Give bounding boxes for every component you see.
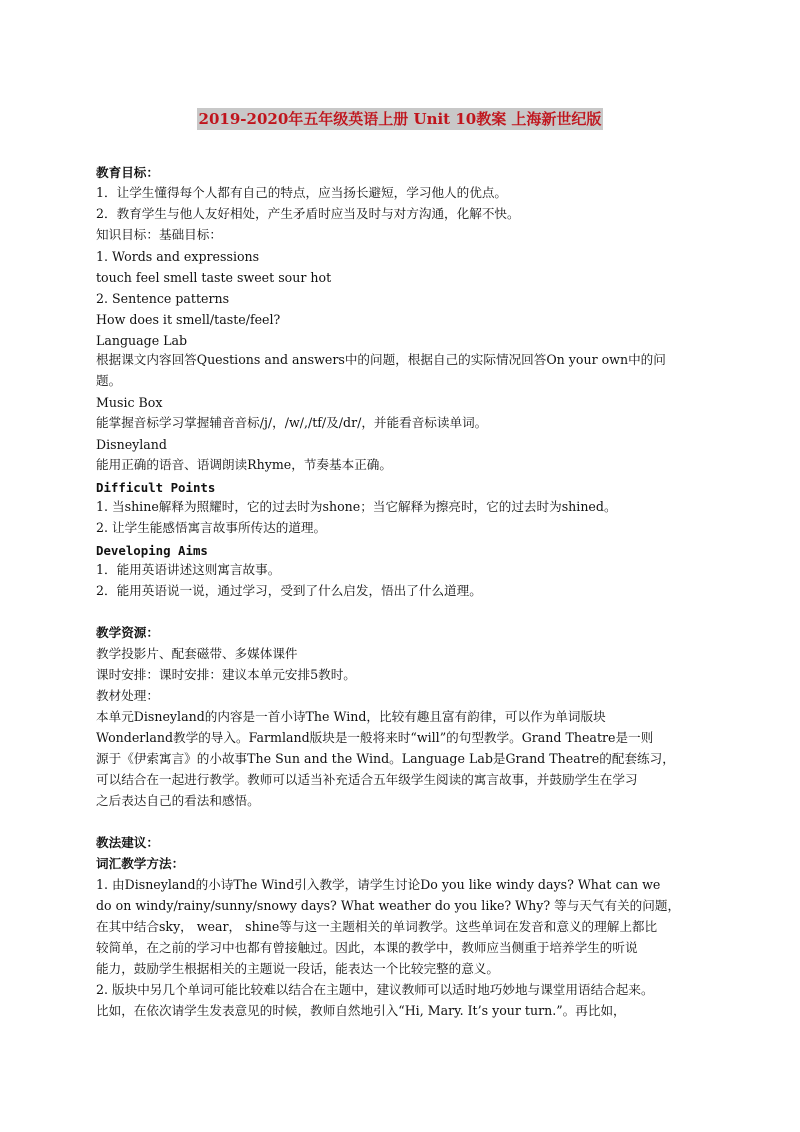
text-line: 2. 版块中另几个单词可能比较难以结合在主题中，建议教师可以适时地巧妙地与课堂用语结合起来。 <box>96 982 654 997</box>
text-line: 较简单，在之前的学习中也都有曾接触过。因此，本课的教学中，教师应当侧重于培养学生的听说 <box>96 940 638 955</box>
text-line: 题。 <box>96 373 122 388</box>
text-line: 比如，在依次请学生发表意见的时候，教师自然地引入“Hi, Mary. It’s your turn.”。再比如， <box>96 1003 626 1018</box>
text-line: 2．能用英语说一说，通过学习，受到了什么启发，悟出了什么道理。 <box>96 583 482 598</box>
text-line: 源于《伊索寓言》的小故事The Sun and the Wind。Language Lab是Grand Theatre的配套练习， <box>96 751 675 766</box>
section-heading: Difficult Points <box>96 480 216 495</box>
text-line: 能力，鼓励学生根据相关的主题说一段话，能表达一个比较完整的意义。 <box>96 961 499 976</box>
text-line: Disneyland <box>96 437 167 452</box>
text-line: 2．教育学生与他人友好相处，产生矛盾时应当及时与对方沟通，化解不快。 <box>96 206 520 221</box>
document-title <box>0 108 800 130</box>
text-line: 在其中结合sky， wear， shine等与这一主题相关的单词教学。这些单词在发音和意义的理解上都比 <box>96 919 658 934</box>
text-line: 之后表达自己的看法和感悟。 <box>96 793 260 808</box>
text-line: 根据课文内容回答Questions and answers中的问题，根据自己的实际情况回答On your own中的问 <box>96 352 666 367</box>
text-line: 本单元Disneyland的内容是一首小诗The Wind，比较有趣且富有韵律，可以作为单词版块 <box>96 709 606 724</box>
text-line: do on windy/rainy/sunny/snowy days? What weather do you like? Why? 等与天气有关的问题， <box>96 898 681 913</box>
text-line: 1. 由Disneyland的小诗The Wind引入教学，请学生讨论Do you like windy days? What can we <box>96 877 661 892</box>
title-text: 2019-2020年五年级英语上册 Unit 10教案 上海新世纪版 <box>198 110 602 128</box>
text-line: 2. Sentence patterns <box>96 291 230 306</box>
section-heading: Developing Aims <box>96 543 208 558</box>
text-line: 能用正确的语音、语调朗读Rhyme，节奏基本正确。 <box>96 457 392 472</box>
section-heading: 教育目标： <box>96 165 159 180</box>
text-line: Language Lab <box>96 333 188 348</box>
text-line: 能掌握音标学习掌握辅音音标/j/，/w/,/tf/及/dr/，并能看音标读单词。 <box>96 415 488 430</box>
text-line: 1. 当shine解释为照耀时，它的过去时为shone；当它解释为擦亮时，它的过去时为shined。 <box>96 499 617 514</box>
text-line: 教材处理： <box>96 688 159 703</box>
section-heading: 词汇教学方法： <box>96 856 185 871</box>
section-heading: 教法建议： <box>96 835 159 850</box>
text-line: 课时安排：课时安排：建议本单元安排5教时。 <box>96 667 356 682</box>
text-line: 可以结合在一起进行教学。教师可以适当补充适合五年级学生阅读的寓言故事，并鼓励学生在学习 <box>96 772 638 787</box>
text-line: Music Box <box>96 395 163 410</box>
text-line: touch feel smell taste sweet sour hot <box>96 270 332 285</box>
text-line: How does it smell/taste/feel? <box>96 312 281 327</box>
text-line: 教学投影片、配套磁带、多媒体课件 <box>96 646 298 661</box>
text-line: 2. 让学生能感悟寓言故事所传达的道理。 <box>96 520 327 535</box>
text-line: 1. Words and expressions <box>96 249 260 264</box>
text-line: 1．让学生懂得每个人都有自己的特点，应当扬长避短，学习他人的优点。 <box>96 185 508 200</box>
text-line: 知识目标：基础目标： <box>96 227 222 242</box>
text-line: Wonderland教学的导入。Farmland版块是一般将来时“will”的句型教学。Grand Theatre是一则 <box>96 730 654 745</box>
text-line: 1．能用英语讲述这则寓言故事。 <box>96 562 281 577</box>
section-heading: 教学资源： <box>96 625 159 640</box>
